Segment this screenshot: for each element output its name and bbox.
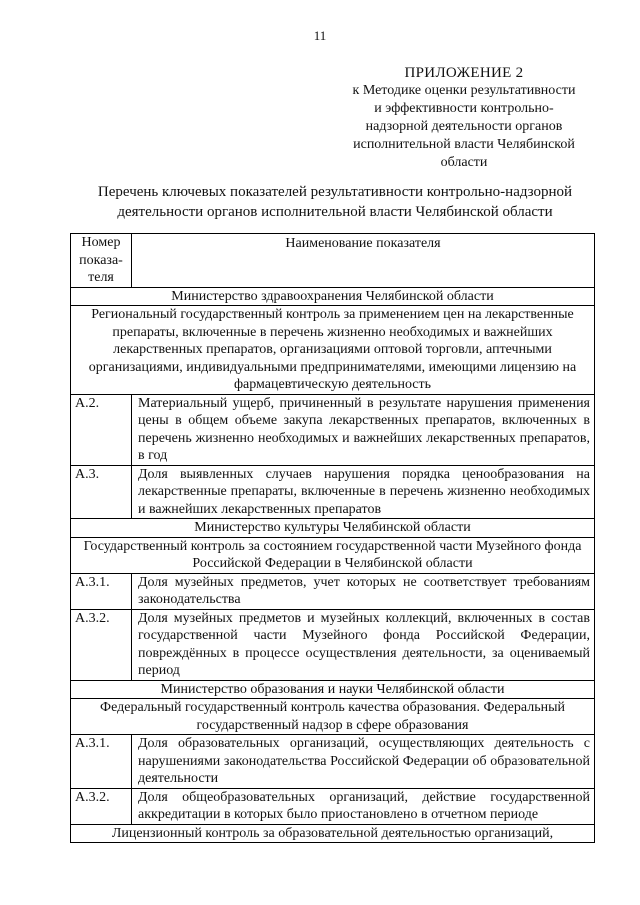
table-row [71,573,595,609]
appendix-line: к Методике оценки результативности [352,83,576,98]
appendix-line: исполнительной власти Челябинской [353,137,575,152]
page-number: 11 [313,28,327,43]
section-row [71,519,595,538]
document-title [70,182,600,222]
appendix-header [318,64,610,172]
indicator-number: А.3.1. [71,573,132,609]
section-title: Лицензионный контроль за образовательной деятельностью организаций, [71,824,595,843]
header-line: теля [88,270,114,285]
section-title: Региональный государственный контроль за применением цен на лекарственные препараты, включенные в перечень жизненно необходимых и важнейших лекарственных препаратов, организациями оптовой торговли, аптечными организациями, индивидуальными предпринимателями, имеющими лицензию на фармацевтическую деятельность [71,306,595,395]
indicator-name: Доля музейных предметов, учет которых не соответствует требованиям законодательства [132,573,595,609]
indicator-name: Материальный ущерб, причиненный в результате нарушения применения цены в общем объеме закупа лекарственных препаратов, включенных в перечень жизненно необходимых и важнейших лекарственных препаратов, в год [132,394,595,465]
indicator-name: Доля выявленных случаев нарушения порядка ценообразования на лекарственные препараты, включенные в перечень жизненно необходимых и важнейших лекарственных препаратов [132,465,595,519]
section-row [71,306,595,395]
indicator-name: Доля музейных предметов и музейных коллекций, включенных в состав государственной части Музейного фонда Российской Федерации, повреждённых в процессе осуществления деятельности, за оцениваемый период [132,609,595,680]
table-row [71,735,595,789]
column-header-number [71,234,132,288]
table-header-row [71,234,595,288]
column-header-name: Наименование показателя [132,234,595,288]
section-row [71,824,595,843]
document-title-line: деятельности органов исполнительной власти Челябинской области [117,204,553,220]
section-title: Министерство здравоохранения Челябинской области [71,287,595,306]
section-title: Федеральный государственный контроль качества образования. Федеральный государственный надзор в сфере образования [71,699,595,735]
section-row [71,537,595,573]
table-row [71,465,595,519]
header-line: показа- [79,252,123,268]
indicators-table [70,233,595,843]
appendix-title: ПРИЛОЖЕНИЕ 2 [404,65,524,81]
indicator-number: А.3.2. [71,788,132,824]
table-row [71,394,595,465]
indicator-number: А.3.2. [71,609,132,680]
table-row [71,609,595,680]
section-row [71,699,595,735]
indicator-number: А.2. [71,394,132,465]
section-title: Министерство образования и науки Челябинской области [71,680,595,699]
section-row [71,287,595,306]
appendix-line: и эффективности контрольно- [374,101,554,116]
document-title-line: Перечень ключевых показателей результативности контрольно-надзорной [97,184,573,200]
section-title: Государственный контроль за состоянием государственной части Музейного фонда Российской Федерации в Челябинской области [71,537,595,573]
indicator-name: Доля образовательных организаций, осуществляющих деятельность с нарушениями законодательства Российской Федерации об образовательной деятельности [132,735,595,789]
appendix-line: надзорной деятельности органов [365,119,563,134]
appendix-line: области [440,155,488,170]
indicator-number: А.3.1. [71,735,132,789]
section-title: Министерство культуры Челябинской области [71,519,595,538]
table-row [71,788,595,824]
header-line: Номер [81,235,121,250]
table-body [71,287,595,843]
indicator-number: А.3. [71,465,132,519]
indicator-name: Доля общеобразовательных организаций, действие государственной аккредитации в которых было приостановлено в отчетном периоде [132,788,595,824]
section-row [71,680,595,699]
